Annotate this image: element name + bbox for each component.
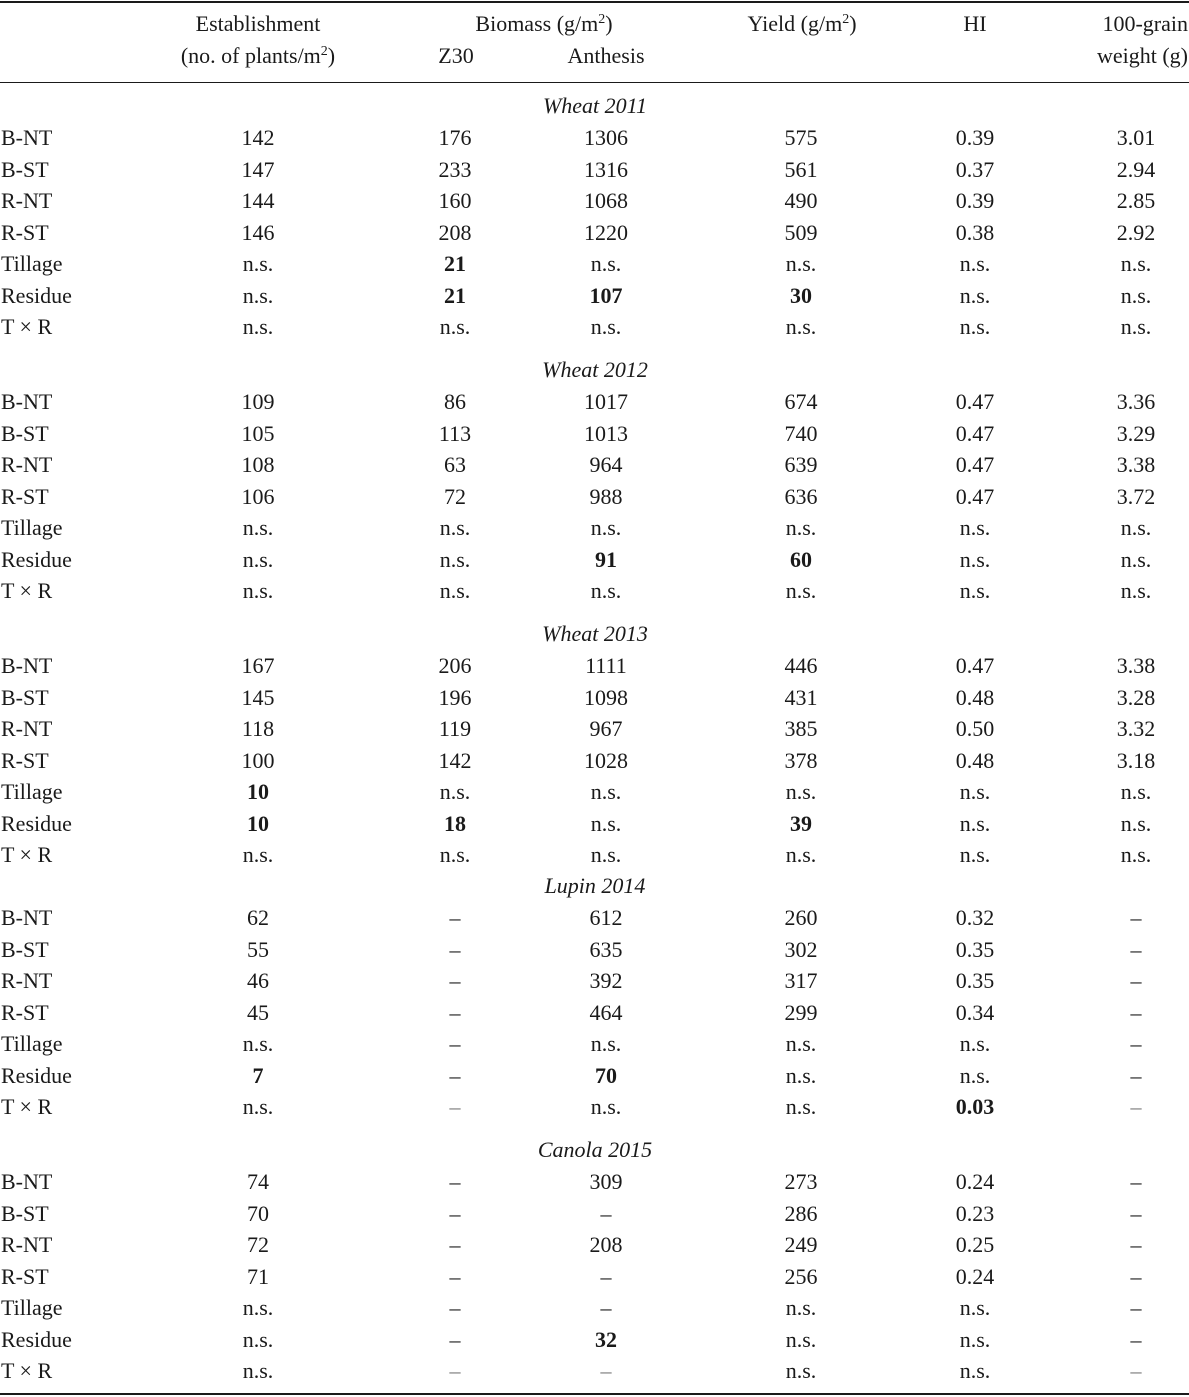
table-cell: 176 xyxy=(438,125,472,150)
table-cell: n.s. xyxy=(1120,282,1152,308)
table-cell: 72 xyxy=(444,483,466,509)
row-label: Residue xyxy=(1,810,72,836)
table-cell: 260 xyxy=(784,905,818,930)
table-cell: n.s. xyxy=(959,1031,991,1056)
table-cell: 208 xyxy=(438,219,472,245)
table-cell: 1220 xyxy=(584,219,628,245)
table-cell: 3.72 xyxy=(1116,483,1156,509)
table-cell: – xyxy=(1130,905,1142,930)
row-label: R-NT xyxy=(1,188,53,213)
header-hi: HI xyxy=(963,11,987,36)
table-cell: n.s. xyxy=(785,1094,817,1119)
table-cell: 3.32 xyxy=(1116,716,1156,741)
table-cell: 0.25 xyxy=(955,1232,995,1257)
table-cell: n.s. xyxy=(959,251,991,276)
header-anthesis: Anthesis xyxy=(567,43,645,68)
table-cell: 62 xyxy=(247,905,269,930)
table-cell: 113 xyxy=(438,420,472,446)
table-cell: 39 xyxy=(790,810,812,836)
table-cell: n.s. xyxy=(590,578,622,603)
table-cell: 91 xyxy=(595,546,617,572)
table-cell: n.s. xyxy=(439,842,471,867)
table-cell: 299 xyxy=(784,999,818,1025)
table-cell: 107 xyxy=(589,282,623,308)
table-cell: 45 xyxy=(247,999,269,1025)
row-label: B-NT xyxy=(1,653,53,678)
table-cell: – xyxy=(449,968,461,993)
table-cell: 612 xyxy=(589,905,623,930)
table-cell: 0.38 xyxy=(955,219,995,245)
table-cell: 86 xyxy=(444,389,466,414)
table-cell: n.s. xyxy=(1120,810,1152,836)
table-cell: n.s. xyxy=(439,578,471,603)
table-cell: 0.34 xyxy=(955,999,995,1025)
table-cell: – xyxy=(1130,999,1142,1025)
table-cell: n.s. xyxy=(590,1094,622,1119)
table-cell: 0.32 xyxy=(955,905,995,930)
table-cell: 74 xyxy=(247,1169,269,1194)
table-cell: 317 xyxy=(784,968,818,993)
table-cell: n.s. xyxy=(959,1326,991,1352)
table-cell: 55 xyxy=(247,936,269,962)
table-cell: – xyxy=(449,1169,461,1194)
table-cell: 988 xyxy=(589,483,623,509)
table-cell: – xyxy=(1130,1169,1142,1194)
table-cell: n.s. xyxy=(242,546,274,572)
header-yield: Yield $(g/m^2)$ xyxy=(747,11,857,36)
table-cell: 0.39 xyxy=(955,188,995,213)
table-cell: – xyxy=(1130,1031,1142,1056)
table-cell: – xyxy=(449,1263,461,1289)
table-cell: n.s. xyxy=(590,314,622,339)
row-label: R-NT xyxy=(1,968,53,993)
table-cell: 72 xyxy=(247,1232,269,1257)
header-grain-line2: weight (g) xyxy=(1096,43,1188,68)
table-cell: 639 xyxy=(784,452,818,477)
header-grain-line1: 100-grain xyxy=(1102,11,1188,36)
table-cell: 70 xyxy=(595,1062,617,1088)
table-cell: – xyxy=(449,999,461,1025)
table-cell: 0.35 xyxy=(955,936,995,962)
table-cell: 100 xyxy=(241,747,275,773)
table-cell: 286 xyxy=(784,1200,818,1226)
table-cell: 32 xyxy=(595,1326,617,1352)
row-label: Tillage xyxy=(1,251,63,276)
table-cell: n.s. xyxy=(785,1062,817,1088)
table-cell: 2.94 xyxy=(1116,156,1156,182)
table-cell: 509 xyxy=(784,219,818,245)
table-cell: 635 xyxy=(589,936,623,962)
table-cell: n.s. xyxy=(959,842,991,867)
table-cell: n.s. xyxy=(959,810,991,836)
table-cell: 0.47 xyxy=(955,483,995,509)
table-cell: n.s. xyxy=(959,515,991,540)
table-cell: n.s. xyxy=(959,546,991,572)
table-cell: 10 xyxy=(247,779,269,804)
table-cell: 446 xyxy=(784,653,818,678)
table-cell: n.s. xyxy=(242,1358,274,1383)
table-cell: 575 xyxy=(784,125,818,150)
table-cell: n.s. xyxy=(590,810,622,836)
table-cell: 144 xyxy=(241,188,275,213)
table-cell: – xyxy=(449,1326,461,1352)
table-cell: n.s. xyxy=(959,779,991,804)
table-bottom-rule xyxy=(0,1393,1189,1395)
table-cell: 0.03 xyxy=(955,1094,995,1119)
row-label: B-ST xyxy=(1,1200,49,1226)
table-cell: 3.28 xyxy=(1116,684,1156,710)
table-cell: n.s. xyxy=(959,578,991,603)
table-cell: 392 xyxy=(589,968,623,993)
table-cell: – xyxy=(449,1200,461,1226)
table-cell: 1013 xyxy=(584,420,628,446)
table-cell: 7 xyxy=(252,1062,264,1088)
table-cell: n.s. xyxy=(785,1031,817,1056)
row-label: R-ST xyxy=(1,219,49,245)
table-cell: 21 xyxy=(444,251,466,276)
table-cell: n.s. xyxy=(1120,251,1152,276)
row-label: B-ST xyxy=(1,156,49,182)
table-cell: 2.85 xyxy=(1116,188,1156,213)
table-cell: 0.48 xyxy=(955,684,995,710)
table-cell: – xyxy=(600,1263,612,1289)
table-cell: 3.38 xyxy=(1116,452,1156,477)
row-label: T × R xyxy=(1,1358,53,1383)
row-label: T × R xyxy=(1,1094,53,1119)
table-cell: – xyxy=(600,1295,612,1320)
table-cell: 142 xyxy=(438,747,472,773)
table-cell: n.s. xyxy=(959,1358,991,1383)
table-cell: n.s. xyxy=(590,1031,622,1056)
table-cell: 233 xyxy=(438,156,472,182)
table-cell: – xyxy=(600,1358,612,1383)
row-label: T × R xyxy=(1,314,53,339)
header-establishment-line1: Establishment xyxy=(195,11,321,36)
table-cell: 964 xyxy=(589,452,623,477)
section-title: Wheat 2013 xyxy=(542,621,648,646)
row-label: B-ST xyxy=(1,936,49,962)
table-cell: n.s. xyxy=(959,1295,991,1320)
table-cell: 378 xyxy=(784,747,818,773)
row-label: R-NT xyxy=(1,452,53,477)
table-cell: – xyxy=(1130,1062,1142,1088)
table-cell: 1316 xyxy=(584,156,628,182)
table-cell: 0.47 xyxy=(955,389,995,414)
table-cell: n.s. xyxy=(785,842,817,867)
table-cell: 167 xyxy=(241,653,275,678)
table-cell: n.s. xyxy=(242,1094,274,1119)
table-cell: n.s. xyxy=(1120,515,1152,540)
row-label: R-ST xyxy=(1,1263,49,1289)
table-cell: 490 xyxy=(784,188,818,213)
table-cell: – xyxy=(449,1062,461,1088)
table-cell: 464 xyxy=(589,999,623,1025)
table-cell: 119 xyxy=(438,716,472,741)
table-cell: – xyxy=(449,1295,461,1320)
table-cell: n.s. xyxy=(785,779,817,804)
table-cell: 967 xyxy=(589,716,623,741)
table-cell: n.s. xyxy=(785,1295,817,1320)
table-cell: 105 xyxy=(241,420,275,446)
table-cell: n.s. xyxy=(242,1295,274,1320)
row-label: R-ST xyxy=(1,483,49,509)
table-cell: 1306 xyxy=(584,125,628,150)
header-z30: Z30 xyxy=(438,43,474,68)
table-cell: 2.92 xyxy=(1116,219,1156,245)
row-label: B-NT xyxy=(1,389,53,414)
table-cell: n.s. xyxy=(1120,779,1152,804)
table-cell: 3.18 xyxy=(1116,747,1156,773)
table-cell: n.s. xyxy=(242,578,274,603)
table-cell: 256 xyxy=(784,1263,818,1289)
table-cell: 10 xyxy=(247,810,269,836)
table-cell: 108 xyxy=(241,452,275,477)
row-label: R-ST xyxy=(1,747,49,773)
table-cell: 147 xyxy=(241,156,275,182)
table-cell: n.s. xyxy=(785,578,817,603)
table-cell: n.s. xyxy=(785,251,817,276)
table-cell: 561 xyxy=(784,156,818,182)
table-cell: 60 xyxy=(790,546,812,572)
table-cell: – xyxy=(1130,1295,1142,1320)
table-cell: 208 xyxy=(589,1232,623,1257)
table-cell: 0.47 xyxy=(955,653,995,678)
table-cell: – xyxy=(449,1031,461,1056)
table-cell: 146 xyxy=(241,219,275,245)
table-cell: 0.39 xyxy=(955,125,995,150)
section-title: Wheat 2012 xyxy=(542,357,648,382)
table-cell: n.s. xyxy=(1120,578,1152,603)
table-cell: – xyxy=(449,936,461,962)
table-cell: 106 xyxy=(241,483,275,509)
table-cell: – xyxy=(449,1358,461,1383)
table-cell: n.s. xyxy=(439,314,471,339)
table-cell: 740 xyxy=(784,420,818,446)
table-cell: n.s. xyxy=(590,515,622,540)
table-cell: – xyxy=(600,1200,612,1226)
table-cell: n.s. xyxy=(242,1031,274,1056)
row-label: Tillage xyxy=(1,515,63,540)
table-cell: 0.23 xyxy=(955,1200,995,1226)
table-cell: n.s. xyxy=(785,1358,817,1383)
table-cell: 1017 xyxy=(584,389,628,414)
table-cell: n.s. xyxy=(242,282,274,308)
table-cell: 206 xyxy=(438,653,472,678)
table-cell: 46 xyxy=(247,968,269,993)
table-cell: 385 xyxy=(784,716,818,741)
table-cell: n.s. xyxy=(785,515,817,540)
table-cell: 273 xyxy=(784,1169,818,1194)
table-cell: n.s. xyxy=(439,546,471,572)
table-cell: – xyxy=(449,1232,461,1257)
table-cell: 21 xyxy=(444,282,466,308)
table-cell: n.s. xyxy=(959,282,991,308)
header-biomass: Biomass $(g/m^2)$ xyxy=(475,11,613,36)
table-cell: 3.38 xyxy=(1116,653,1156,678)
table-cell: n.s. xyxy=(1120,546,1152,572)
row-label: Tillage xyxy=(1,1031,63,1056)
row-label: Residue xyxy=(1,282,72,308)
table-cell: – xyxy=(1130,1326,1142,1352)
row-label: R-ST xyxy=(1,999,49,1025)
table-cell: 674 xyxy=(784,389,818,414)
table-cell: – xyxy=(1130,1232,1142,1257)
table-cell: – xyxy=(1130,936,1142,962)
table-cell: – xyxy=(1130,1358,1142,1383)
section-title: Lupin 2014 xyxy=(544,873,646,898)
table-cell: 63 xyxy=(444,452,466,477)
row-label: R-NT xyxy=(1,716,53,741)
table-cell: 3.36 xyxy=(1116,389,1156,414)
row-label: B-NT xyxy=(1,905,53,930)
table-cell: n.s. xyxy=(590,251,622,276)
section-title: Canola 2015 xyxy=(537,1137,653,1162)
row-label: Tillage xyxy=(1,1295,63,1320)
table-cell: – xyxy=(1130,1094,1142,1119)
table-cell: – xyxy=(1130,1263,1142,1289)
table-cell: 0.48 xyxy=(955,747,995,773)
table-cell: – xyxy=(1130,968,1142,993)
table-cell: n.s. xyxy=(242,314,274,339)
table-cell: 3.29 xyxy=(1116,420,1156,446)
table-cell: – xyxy=(449,905,461,930)
table-cell: 196 xyxy=(438,684,472,710)
table-cell: 3.01 xyxy=(1116,125,1156,150)
table-cell: 0.35 xyxy=(955,968,995,993)
table-cell: n.s. xyxy=(785,1326,817,1352)
table-cell: n.s. xyxy=(439,779,471,804)
row-label: Residue xyxy=(1,1326,72,1352)
table-cell: 160 xyxy=(438,188,472,213)
table-cell: 0.47 xyxy=(955,452,995,477)
table-cell: 118 xyxy=(241,716,275,741)
table-cell: 71 xyxy=(247,1263,269,1289)
table-cell: 1068 xyxy=(584,188,628,213)
row-label: T × R xyxy=(1,578,53,603)
table-cell: n.s. xyxy=(1120,842,1152,867)
table-cell: 0.24 xyxy=(955,1169,995,1194)
table-cell: 249 xyxy=(784,1232,818,1257)
table-cell: 1098 xyxy=(584,684,628,710)
table-cell: n.s. xyxy=(785,314,817,339)
table-cell: 145 xyxy=(241,684,275,710)
table-cell: n.s. xyxy=(959,314,991,339)
table-cell: 0.37 xyxy=(955,156,995,182)
table-cell: 0.47 xyxy=(955,420,995,446)
row-label: Tillage xyxy=(1,779,63,804)
table-cell: 109 xyxy=(241,389,275,414)
table-cell: 30 xyxy=(790,282,812,308)
table-cell: n.s. xyxy=(590,842,622,867)
row-label: R-NT xyxy=(1,1232,53,1257)
table-cell: 1111 xyxy=(585,653,627,678)
row-label: B-ST xyxy=(1,420,49,446)
header-establishment-line2: (no. of plants/$m^2$) xyxy=(180,43,336,68)
table-cell: 1028 xyxy=(584,747,628,773)
table-cell: 142 xyxy=(241,125,275,150)
row-label: B-ST xyxy=(1,684,49,710)
table-cell: n.s. xyxy=(959,1062,991,1088)
table-cell: 0.24 xyxy=(955,1263,995,1289)
row-label: T × R xyxy=(1,842,53,867)
table-cell: n.s. xyxy=(242,842,274,867)
table-cell: 302 xyxy=(784,936,818,962)
table-cell: 309 xyxy=(589,1169,623,1194)
table-cell: n.s. xyxy=(242,251,274,276)
row-label: B-NT xyxy=(1,1169,53,1194)
table-cell: n.s. xyxy=(1120,314,1152,339)
table-cell: 636 xyxy=(784,483,818,509)
table-cell: n.s. xyxy=(439,515,471,540)
table-cell: n.s. xyxy=(242,1326,274,1352)
table-cell: 70 xyxy=(247,1200,269,1226)
row-label: Residue xyxy=(1,546,72,572)
table-cell: 431 xyxy=(784,684,818,710)
row-label: B-NT xyxy=(1,125,53,150)
table-cell: n.s. xyxy=(242,515,274,540)
table-cell: – xyxy=(1130,1200,1142,1226)
section-title: Wheat 2011 xyxy=(542,93,648,118)
table-cell: – xyxy=(449,1094,461,1119)
table-cell: 18 xyxy=(444,810,466,836)
row-label: Residue xyxy=(1,1062,72,1088)
table-cell: n.s. xyxy=(590,779,622,804)
table-cell: 0.50 xyxy=(955,716,995,741)
